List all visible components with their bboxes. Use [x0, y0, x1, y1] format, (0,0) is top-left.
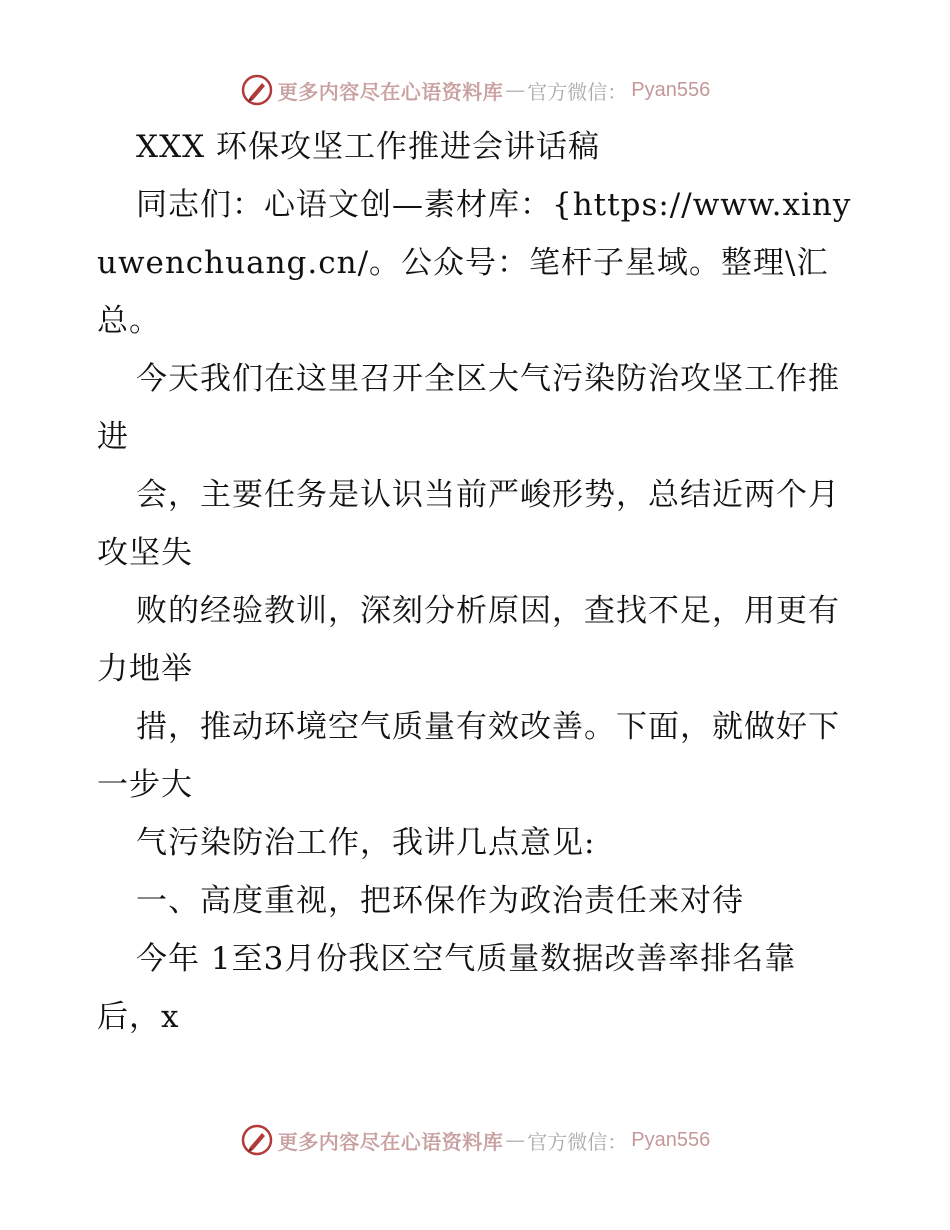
- watermark-wechat-label: 官方微信：: [527, 79, 628, 104]
- watermark-brand: 更多内容尽在心语资料库: [277, 79, 504, 104]
- watermark-wechat-label: 官方微信：: [527, 1129, 628, 1154]
- paragraph: 气污染防治工作，我讲几点意见:: [136, 825, 596, 861]
- watermark-separator: —: [505, 78, 526, 102]
- header-watermark: [0, 70, 950, 110]
- watermark-wechat-id: Pyan556: [631, 1128, 711, 1151]
- watermark-brand: 更多内容尽在心语资料库: [277, 1129, 504, 1154]
- paragraph-greeting: 同志们：心语文创—素材库：{https://www.xinyuwenchuang.cn/。公众号：笔杆子星域。整理\汇总。: [97, 187, 852, 339]
- section-heading: 一、高度重视，把环保作为政治责任来对待: [136, 883, 744, 919]
- document-title: XXX 环保攻坚工作推进会讲话稿: [136, 129, 601, 165]
- document-body: [97, 118, 857, 1046]
- paragraph: 今天我们在这里召开全区大气污染防治攻坚工作推进: [97, 361, 840, 455]
- paragraph: 会，主要任务是认识当前严峻形势，总结近两个月攻坚失: [97, 477, 840, 571]
- watermark-separator: —: [505, 1128, 526, 1152]
- pen-logo-icon: [240, 73, 274, 107]
- footer-watermark: [0, 1120, 950, 1160]
- watermark-wechat-id: Pyan556: [631, 78, 711, 101]
- paragraph: 败的经验教训，深刻分析原因，查找不足，用更有力地举: [97, 593, 840, 687]
- pen-logo-icon: [240, 1123, 274, 1157]
- paragraph: 措，推动环境空气质量有效改善。下面，就做好下一步大: [97, 709, 840, 803]
- paragraph: 今年 1至3月份我区空气质量数据改善率排名靠后，x: [97, 941, 797, 1035]
